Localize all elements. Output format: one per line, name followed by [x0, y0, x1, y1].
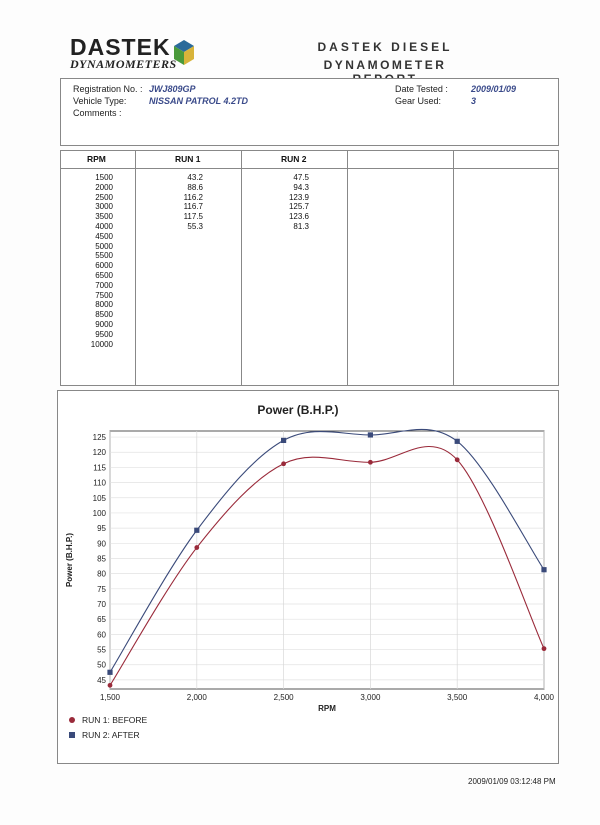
x-tick-label: 4,000 — [533, 693, 555, 702]
data-point-run1 — [542, 646, 547, 651]
y-tick-label: 50 — [97, 660, 106, 670]
y-tick-label: 120 — [92, 448, 106, 458]
plot-area — [110, 431, 544, 689]
registration-label: Registration No. : — [73, 84, 143, 94]
data-point-run2 — [107, 670, 112, 675]
results-table — [60, 150, 559, 386]
rpm-cell: 3000 — [95, 202, 113, 212]
rpm-cell: 2000 — [95, 182, 113, 192]
power-chart-box — [57, 390, 559, 764]
table-column-divider — [135, 151, 136, 385]
date-tested-value: 2009/01/09 — [471, 84, 517, 94]
rpm-cell: 9000 — [95, 319, 113, 329]
data-point-run1 — [368, 460, 373, 465]
y-tick-label: 75 — [97, 584, 106, 594]
registration-value: JWJ809GP — [149, 84, 196, 94]
y-tick-label: 105 — [92, 493, 106, 503]
rpm-column — [83, 173, 113, 349]
y-tick-label: 45 — [97, 675, 106, 685]
table-column-divider — [453, 151, 454, 385]
run2-cell: 47.5 — [293, 173, 309, 182]
rpm-column-header: RPM — [87, 154, 106, 164]
data-point-run2 — [455, 439, 460, 444]
data-point-run1 — [455, 457, 460, 462]
y-tick-label: 80 — [97, 569, 106, 579]
logo-subtitle: DYNAMOMETERS — [70, 57, 177, 71]
y-axis-label: Power (B.H.P.) — [65, 532, 74, 588]
rpm-cell: 5500 — [95, 251, 113, 261]
y-tick-label: 55 — [97, 645, 106, 655]
run2-cell: 123.9 — [288, 192, 309, 202]
rpm-cell: 8500 — [95, 310, 113, 320]
comments-label: Comments : — [73, 108, 122, 118]
chart-title: Power (B.H.P.) — [257, 403, 339, 417]
rpm-cell: 4000 — [95, 221, 113, 231]
data-point-run2 — [281, 438, 286, 443]
rpm-cell: 7000 — [95, 280, 113, 290]
legend-marker-square-icon — [69, 732, 75, 738]
vehicle-type-value: NISSAN PATROL 4.2TD — [149, 96, 249, 106]
data-point-run2 — [368, 432, 373, 437]
rpm-cell: 10000 — [90, 339, 113, 349]
run2-cell: 94.3 — [293, 182, 309, 192]
y-tick-label: 125 — [92, 433, 106, 443]
run2-cell: 123.6 — [288, 212, 309, 222]
x-tick-label: 2,500 — [273, 693, 294, 702]
y-tick-label: 70 — [97, 600, 106, 610]
data-point-run1 — [194, 545, 199, 550]
x-tick-label: 3,500 — [447, 693, 468, 702]
y-tick-label: 110 — [93, 478, 106, 488]
vehicle-info-box — [60, 78, 559, 146]
power-chart — [58, 391, 558, 763]
logo-wordmark: DASTEK — [70, 34, 171, 60]
y-tick-label: 95 — [97, 524, 106, 534]
rpm-cell: 4500 — [95, 231, 113, 241]
report-title-line2: DYNAMOMETER — [323, 58, 447, 72]
run1-column-header: RUN 1 — [175, 154, 201, 164]
run1-column — [173, 173, 203, 232]
y-tick-label: 115 — [93, 463, 106, 473]
data-point-run1 — [108, 683, 113, 688]
run2-cell: 81.3 — [293, 221, 309, 231]
date-tested-label: Date Tested : — [395, 84, 448, 94]
gear-used-value: 3 — [471, 96, 477, 106]
run2-column-header: RUN 2 — [281, 154, 307, 164]
rpm-cell: 8000 — [95, 300, 113, 310]
legend-label: RUN 1: BEFORE — [82, 715, 148, 725]
run1-cell: 116.2 — [183, 192, 203, 202]
x-tick-label: 1,500 — [99, 693, 121, 702]
run1-cell: 88.6 — [187, 182, 203, 192]
logo-cube-icon — [172, 38, 196, 68]
data-point-run2 — [194, 528, 199, 533]
rpm-cell: 1500 — [95, 173, 113, 182]
run1-cell: 55.3 — [187, 221, 203, 231]
y-tick-label: 90 — [97, 539, 106, 549]
gear-used-label: Gear Used: — [395, 96, 442, 106]
rpm-cell: 5000 — [95, 241, 113, 251]
rpm-cell: 6000 — [95, 261, 113, 271]
x-tick-label: 3,000 — [360, 693, 381, 702]
table-column-divider — [241, 151, 242, 385]
data-point-run1 — [281, 461, 286, 466]
rpm-cell: 6500 — [95, 270, 113, 280]
vehicle-type-label: Vehicle Type: — [73, 96, 127, 106]
report-title-line1: DASTEK DIESEL — [317, 40, 453, 54]
legend-marker-circle-icon — [69, 717, 75, 723]
run1-cell: 116.7 — [183, 202, 203, 212]
run2-cell: 125.7 — [288, 202, 309, 212]
y-tick-label: 65 — [97, 615, 106, 625]
rpm-cell: 7500 — [95, 290, 113, 300]
dastek-logo — [70, 34, 177, 72]
y-tick-label: 60 — [97, 630, 106, 640]
x-tick-label: 2,000 — [186, 693, 207, 702]
data-point-run2 — [541, 567, 546, 572]
run1-cell: 43.2 — [187, 173, 203, 182]
table-column-divider — [347, 151, 348, 385]
rpm-cell: 3500 — [95, 212, 113, 222]
y-tick-label: 100 — [92, 508, 106, 518]
chart-legend — [69, 715, 148, 740]
run1-cell: 117.5 — [183, 212, 203, 222]
x-axis-label: RPM — [318, 704, 336, 713]
rpm-cell: 2500 — [95, 192, 113, 202]
run2-column — [279, 173, 309, 232]
legend-label: RUN 2: AFTER — [82, 730, 140, 740]
report-timestamp: 2009/01/09 03:12:48 PM — [468, 777, 556, 786]
y-tick-label: 85 — [97, 554, 106, 564]
rpm-cell: 9500 — [95, 329, 113, 339]
